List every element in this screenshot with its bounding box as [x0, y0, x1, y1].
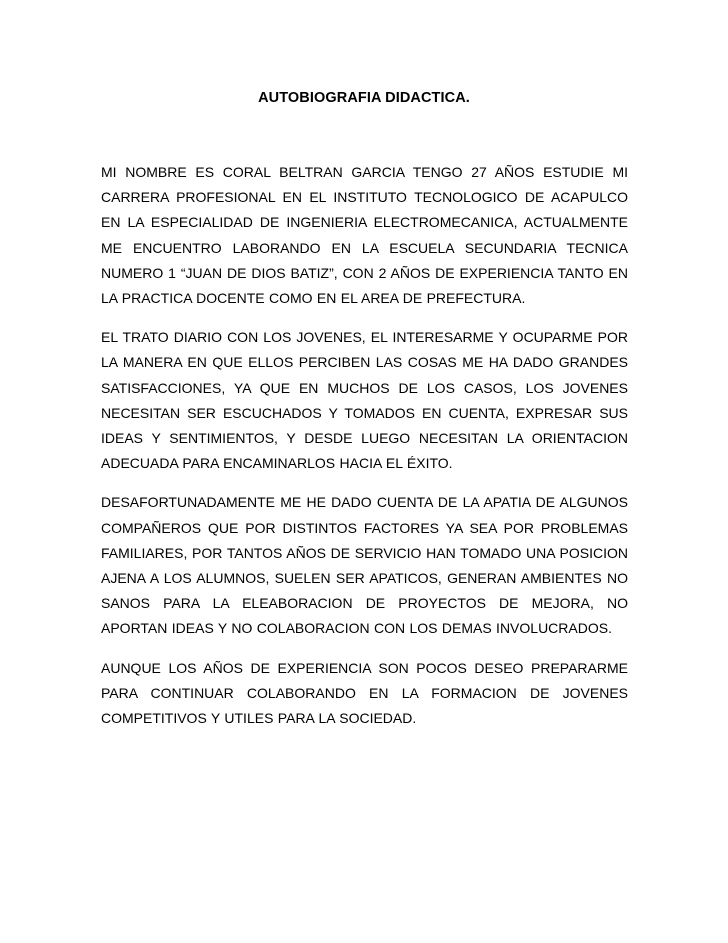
paragraph-conclusion: AUNQUE LOS AÑOS DE EXPERIENCIA SON POCOS DESEO PREPARARME PARA CONTINUAR COLABORANDO EN LA FORMACION DE JOVENES COMPETITIVOS Y UTILES PARA LA SOCIEDAD. [101, 659, 628, 727]
paragraph-youth: EL TRATO DIARIO CON LOS JOVENES, EL INTERESARME Y OCUPARME POR LA MANERA EN QUE ELLOS PERCIBEN LAS COSAS ME HA DADO GRANDES SATISFACCIONES, YA QUE EN MUCHOS DE LOS CASOS, LOS JOVENES NECESITAN SER ESCUCHADOS Y TOMADOS EN CUENTA, EXPRESAR SUS IDEAS Y SENTIMIENTOS, Y DESDE LUEGO NECESITAN LA ORIENTACION ADECUADA PARA ENCAMINARLOS HACIA EL ÉXITO. [101, 329, 628, 472]
document-body [101, 160, 628, 745]
paragraph-introduction: MI NOMBRE ES CORAL BELTRAN GARCIA TENGO 27 AÑOS ESTUDIE MI CARRERA PROFESIONAL EN EL INSTITUTO TECNOLOGICO DE ACAPULCO EN LA ESPECIALIDAD DE INGENIERIA ELECTROMECANICA, ACTUALMENTE ME ENCUENTRO LABORANDO EN LA ESCUELA SECUNDARIA TECNICA NUMERO 1 “JUAN DE DIOS BATIZ”, CON 2 AÑOS DE EXPERIENCIA TANTO EN LA PRACTICA DOCENTE COMO EN EL AREA DE PREFECTURA. [101, 164, 628, 307]
document-title: AUTOBIOGRAFIA DIDACTICA. [258, 90, 470, 106]
paragraph-apathy: DESAFORTUNADAMENTE ME HE DADO CUENTA DE LA APATIA DE ALGUNOS COMPAÑEROS QUE POR DISTINTOS FACTORES YA SEA POR PROBLEMAS FAMILIARES, POR TANTOS AÑOS DE SERVICIO HAN TOMADO UNA POSICION AJENA A LOS ALUMNOS, SUELEN SER APATICOS, GENERAN AMBIENTES NO SANOS PARA LA ELEABORACION DE PROYECTOS DE MEJORA, NO APORTAN IDEAS Y NO COLABORACION CON LOS DEMAS INVOLUCRADOS. [101, 494, 628, 637]
